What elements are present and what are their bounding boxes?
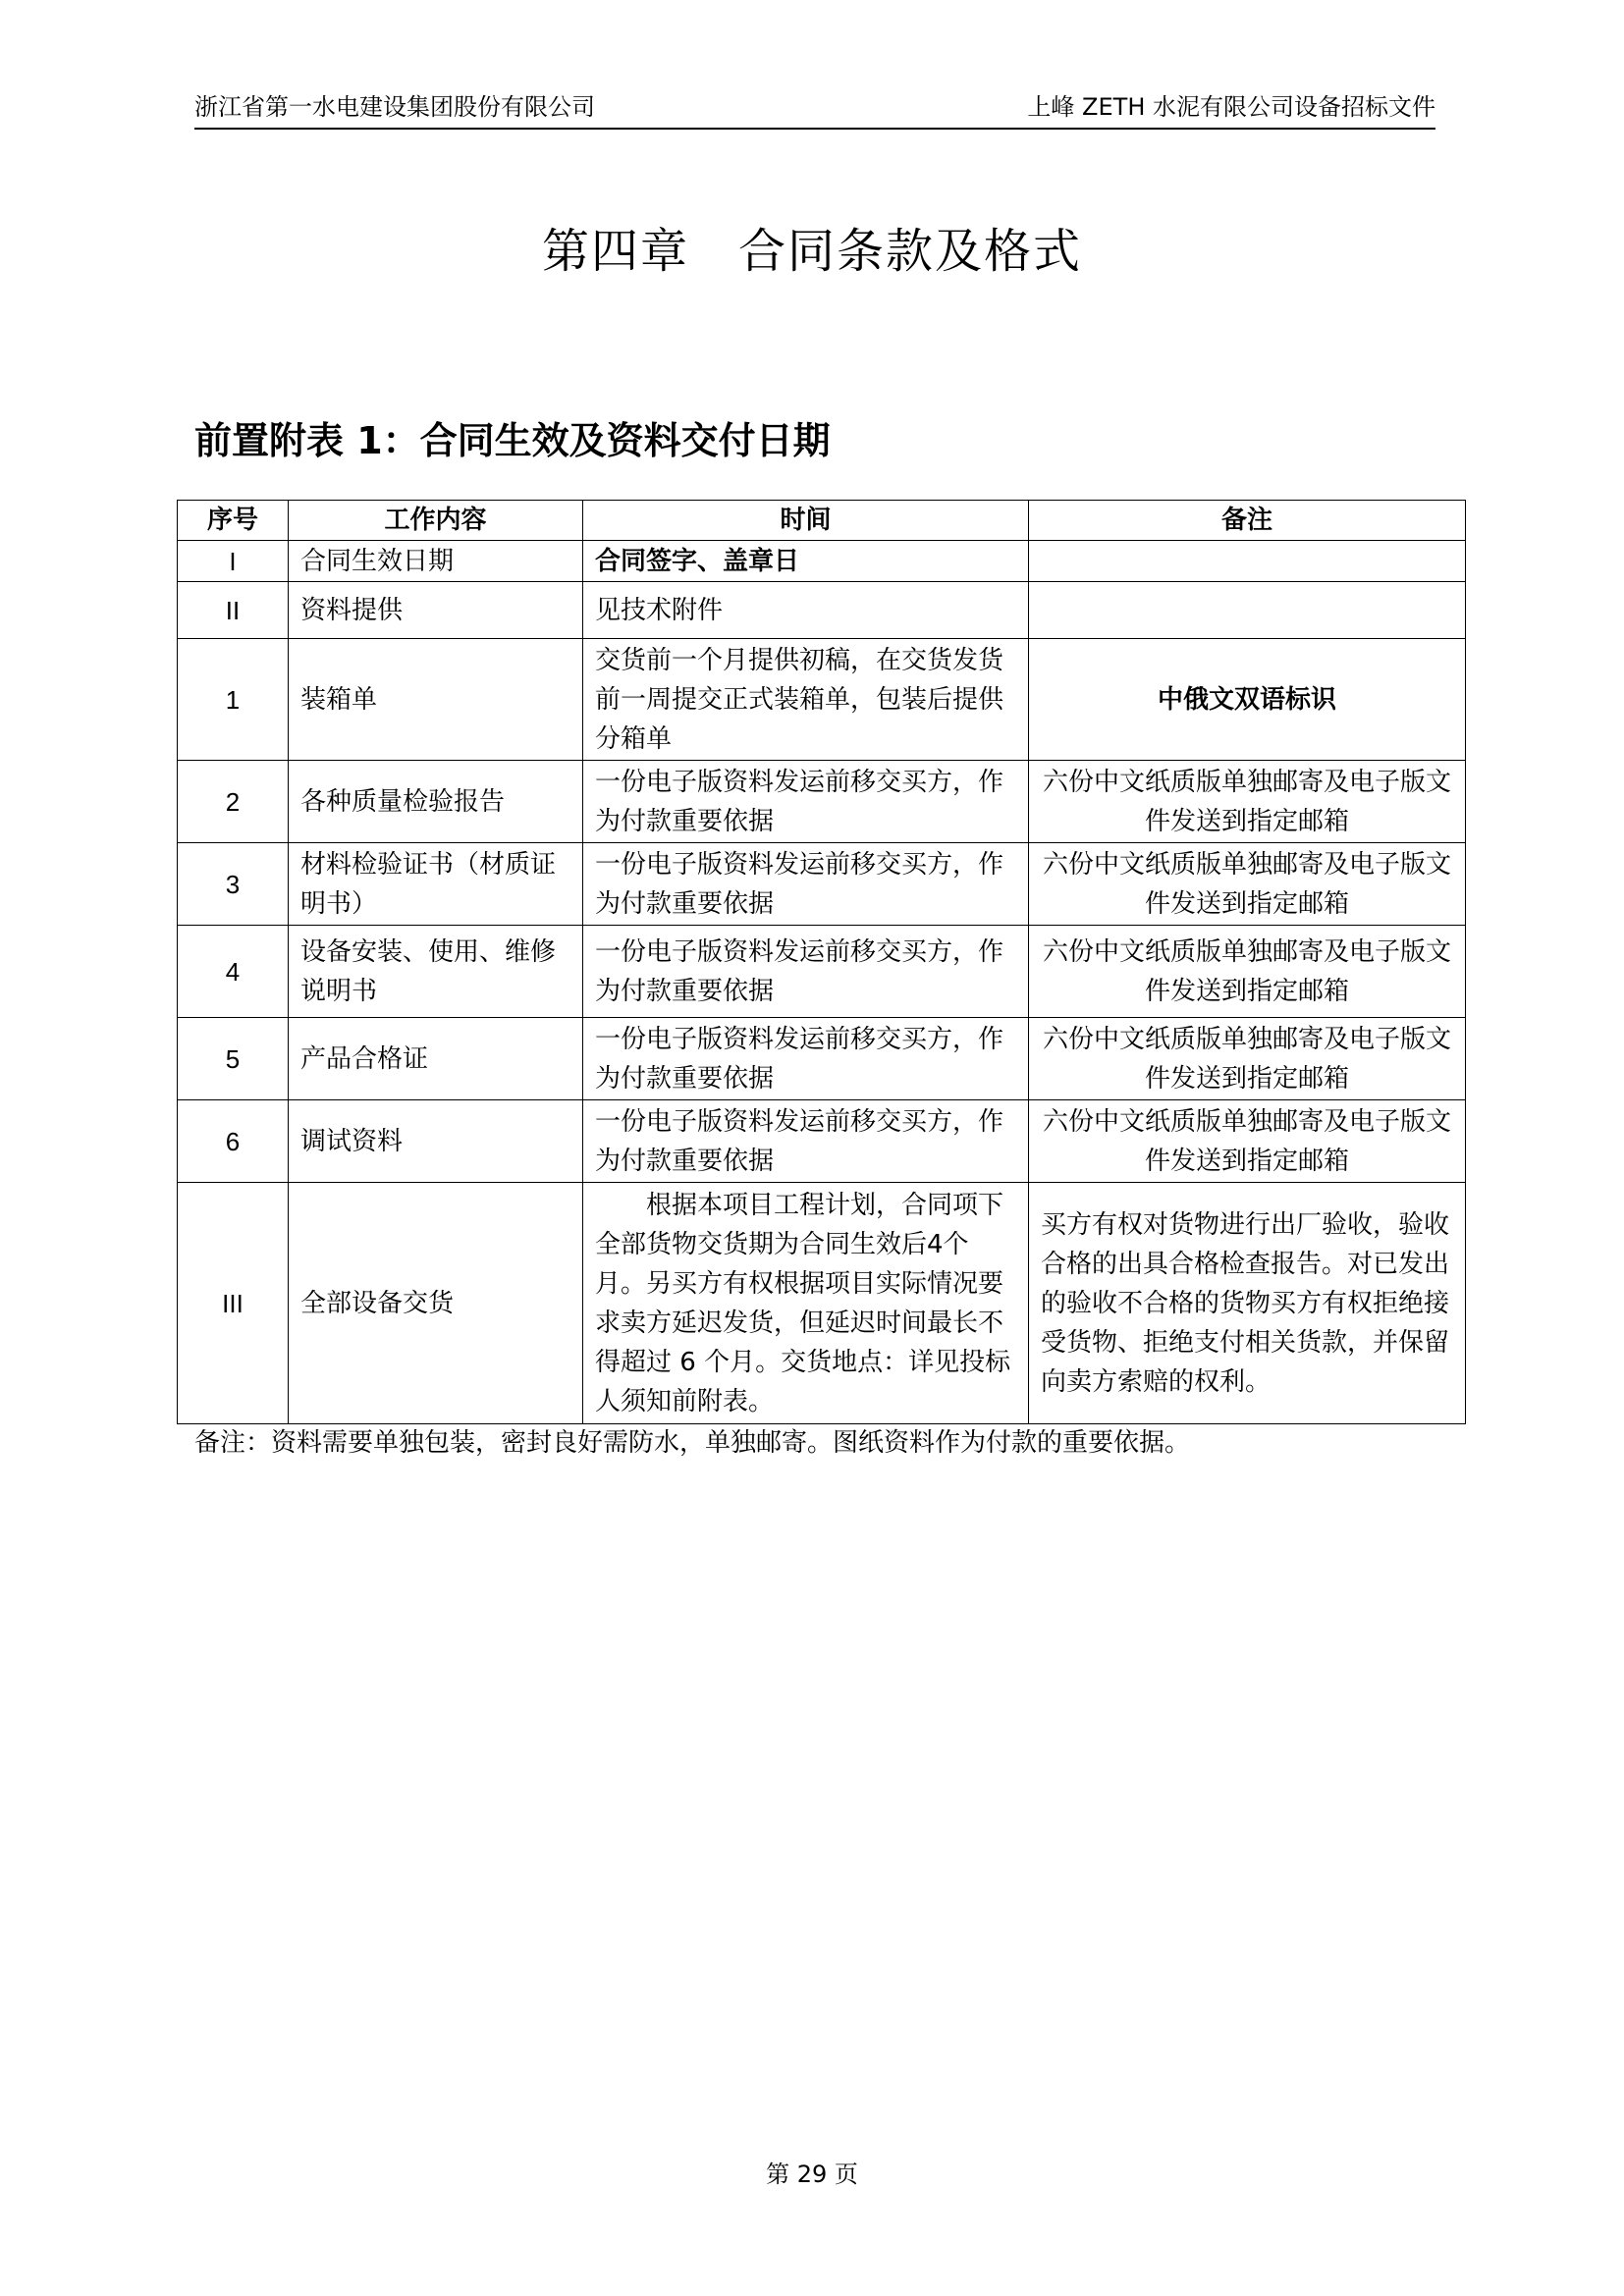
table-row bbox=[178, 926, 1466, 1018]
cell-no: 5 bbox=[178, 1018, 289, 1100]
cell-work: 调试资料 bbox=[289, 1100, 583, 1183]
cell-work: 装箱单 bbox=[289, 639, 583, 761]
cell-no: 1 bbox=[178, 639, 289, 761]
cell-no: 6 bbox=[178, 1100, 289, 1183]
cell-work: 全部设备交货 bbox=[289, 1183, 583, 1424]
cell-note: 中俄文双语标识 bbox=[1029, 639, 1466, 761]
cell-work: 合同生效日期 bbox=[289, 541, 583, 582]
cell-work: 各种质量检验报告 bbox=[289, 761, 583, 843]
cell-note: 六份中文纸质版单独邮寄及电子版文件发送到指定邮箱 bbox=[1029, 1018, 1466, 1100]
cell-time: 一份电子版资料发运前移交买方，作为付款重要依据 bbox=[583, 926, 1029, 1018]
cell-note bbox=[1029, 582, 1466, 639]
table-row bbox=[178, 843, 1466, 926]
cell-note: 六份中文纸质版单独邮寄及电子版文件发送到指定邮箱 bbox=[1029, 761, 1466, 843]
cell-time: 一份电子版资料发运前移交买方，作为付款重要依据 bbox=[583, 761, 1029, 843]
cell-work: 设备安装、使用、维修说明书 bbox=[289, 926, 583, 1018]
cell-time: 交货前一个月提供初稿，在交货发货前一周提交正式装箱单，包装后提供分箱单 bbox=[583, 639, 1029, 761]
cell-no: 2 bbox=[178, 761, 289, 843]
table-row bbox=[178, 541, 1466, 582]
table-footnote: 备注：资料需要单独包装，密封良好需防水，单独邮寄。图纸资料作为付款的重要依据。 bbox=[194, 1428, 1191, 1458]
cell-no: III bbox=[178, 1183, 289, 1424]
cell-no: I bbox=[178, 541, 289, 582]
section-title: 前置附表 1：合同生效及资料交付日期 bbox=[194, 419, 831, 462]
cell-time: 合同签字、盖章日 bbox=[583, 541, 1029, 582]
table-row bbox=[178, 1183, 1466, 1424]
chapter-title: 第四章 合同条款及格式 bbox=[541, 224, 1082, 279]
cell-no: 4 bbox=[178, 926, 289, 1018]
table-row bbox=[178, 639, 1466, 761]
header-cell-work: 工作内容 bbox=[289, 501, 583, 541]
cell-work: 材料检验证书（材质证明书） bbox=[289, 843, 583, 926]
header-document-title: 上峰 ZETH 水泥有限公司设备招标文件 bbox=[1027, 93, 1435, 121]
cell-note: 六份中文纸质版单独邮寄及电子版文件发送到指定邮箱 bbox=[1029, 926, 1466, 1018]
cell-note: 六份中文纸质版单独邮寄及电子版文件发送到指定邮箱 bbox=[1029, 1100, 1466, 1183]
cell-time: 见技术附件 bbox=[583, 582, 1029, 639]
contract-schedule-table bbox=[177, 500, 1466, 1424]
cell-note: 六份中文纸质版单独邮寄及电子版文件发送到指定邮箱 bbox=[1029, 843, 1466, 926]
table-header-row bbox=[178, 501, 1466, 541]
cell-time: 根据本项目工程计划，合同项下全部货物交货期为合同生效后4个月。另买方有权根据项目实际情况要求卖方延迟发货，但延迟时间最长不得超过 6 个月。交货地点：详见投标人须知前附表。 bbox=[583, 1183, 1029, 1424]
header-cell-note: 备注 bbox=[1029, 501, 1466, 541]
header-company: 浙江省第一水电建设集团股份有限公司 bbox=[194, 93, 595, 121]
table-row bbox=[178, 1018, 1466, 1100]
cell-time: 一份电子版资料发运前移交买方，作为付款重要依据 bbox=[583, 1018, 1029, 1100]
cell-work: 产品合格证 bbox=[289, 1018, 583, 1100]
page-number: 第 29 页 bbox=[766, 2161, 858, 2188]
cell-no: 3 bbox=[178, 843, 289, 926]
table-row bbox=[178, 1100, 1466, 1183]
table-row bbox=[178, 582, 1466, 639]
cell-time: 一份电子版资料发运前移交买方，作为付款重要依据 bbox=[583, 843, 1029, 926]
cell-note bbox=[1029, 541, 1466, 582]
header-cell-no: 序号 bbox=[178, 501, 289, 541]
header-cell-time: 时间 bbox=[583, 501, 1029, 541]
cell-note: 买方有权对货物进行出厂验收，验收合格的出具合格检查报告。对已发出的验收不合格的货物买方有权拒绝接受货物、拒绝支付相关货款，并保留向卖方索赔的权利。 bbox=[1029, 1183, 1466, 1424]
cell-work: 资料提供 bbox=[289, 582, 583, 639]
page-header bbox=[194, 92, 1435, 130]
cell-no: II bbox=[178, 582, 289, 639]
cell-time: 一份电子版资料发运前移交买方，作为付款重要依据 bbox=[583, 1100, 1029, 1183]
table-row bbox=[178, 761, 1466, 843]
